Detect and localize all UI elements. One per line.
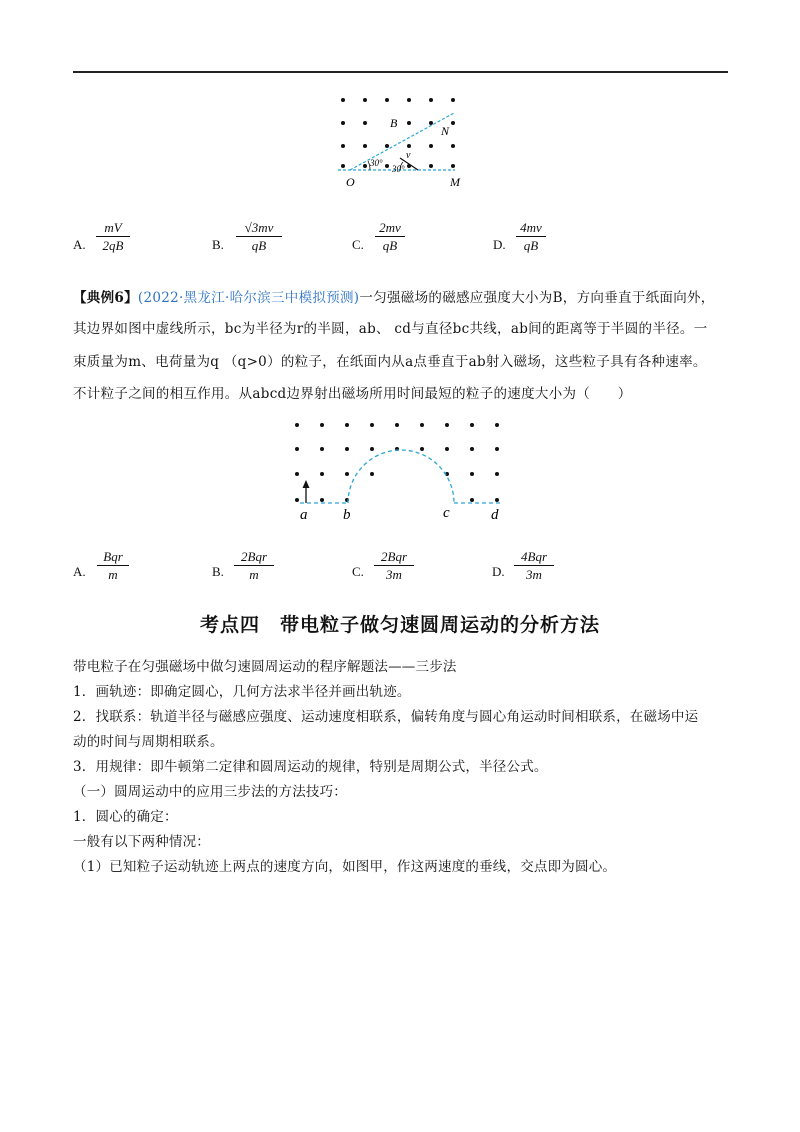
field-dot xyxy=(341,98,345,102)
q1-option-c-formula xyxy=(375,219,405,254)
field-dot xyxy=(320,447,324,451)
field-dot xyxy=(370,472,374,476)
field-dot xyxy=(385,144,389,148)
field-dot xyxy=(495,447,499,451)
field-dot xyxy=(495,423,499,427)
field-dot xyxy=(370,447,374,451)
q2-option-c-formula xyxy=(374,548,414,583)
field-dot xyxy=(451,121,455,125)
field-dot xyxy=(385,98,389,102)
label-b: b xyxy=(343,507,351,523)
field-dot xyxy=(470,447,474,451)
field-dot xyxy=(395,423,399,427)
field-dot xyxy=(341,164,345,168)
numerator: 2Bqr xyxy=(234,548,274,566)
field-dot xyxy=(470,498,474,502)
field-dot xyxy=(451,144,455,148)
numerator: Bqr xyxy=(97,548,129,566)
field-dot xyxy=(295,472,299,476)
example6-line1-text: 一匀强磁场的磁感应强度大小为B，方向垂直于纸面向外， xyxy=(359,290,715,306)
field-dot xyxy=(320,423,324,427)
numerator: mV xyxy=(96,219,130,237)
field-dot xyxy=(320,498,324,502)
figure-field-diagram-2 xyxy=(285,412,520,524)
field-dot xyxy=(363,164,367,168)
example6-line4: 不计粒子之间的相互作用。从abcd边界射出磁场所用时间最短的粒子的速度大小为（ ） xyxy=(73,386,632,402)
field-dot xyxy=(407,121,411,125)
field-dot xyxy=(370,423,374,427)
example6-line1 xyxy=(73,288,715,308)
q1-option-d-formula xyxy=(516,219,546,254)
label-d: d xyxy=(491,507,499,523)
field-dot xyxy=(445,423,449,427)
label-c: c xyxy=(443,505,450,521)
denominator: 3m xyxy=(386,567,402,582)
field-dot xyxy=(429,164,433,168)
denominator: qB xyxy=(523,238,539,253)
label-a: a xyxy=(300,507,308,523)
denominator: m xyxy=(249,567,259,582)
q2-option-a-formula xyxy=(97,548,129,583)
numerator: mv xyxy=(258,220,274,235)
q1-option-a-formula xyxy=(96,219,130,254)
denominator: 3m xyxy=(526,567,542,582)
label-angle-2: 30° xyxy=(392,164,405,174)
example6-line2: 其边界如图中虚线所示，bc为半径为r的半圆，ab、 cd与直径bc共线，ab间的距离等于半圆的半径。一 xyxy=(73,321,708,337)
body-line-9: （1）已知粒子运动轨迹上两点的速度方向，如图甲，作这两速度的垂线，交点即为圆心。 xyxy=(73,859,617,875)
field-dot xyxy=(295,447,299,451)
example6-line3: 束质量为m、电荷量为q （q>0）的粒子，在纸面内从a点垂直于ab射入磁场，这些粒子具有各种速率。 xyxy=(73,354,707,370)
field-dots xyxy=(341,98,455,168)
label-angle-1: 30° xyxy=(370,158,383,168)
field-dot xyxy=(451,164,455,168)
q1-option-b-label: B. xyxy=(212,237,224,252)
field-dot xyxy=(451,98,455,102)
section-title: 考点四 带电粒子做匀速圆周运动的分析方法 xyxy=(199,614,600,636)
denominator: qB xyxy=(382,238,398,253)
body-line-1: 带电粒子在匀强磁场中做匀速圆周运动的程序解题法——三步法 xyxy=(73,659,457,675)
field-dot xyxy=(407,144,411,148)
example-source: (2022·黑龙江·哈尔滨三中模拟预测) xyxy=(137,290,360,306)
example-tag: 【典例6】 xyxy=(73,290,138,306)
field-dot xyxy=(495,498,499,502)
field-dot xyxy=(363,144,367,148)
label-O: O xyxy=(346,175,355,189)
field-dot xyxy=(407,98,411,102)
field-dot xyxy=(341,121,345,125)
field-dot xyxy=(363,98,367,102)
field-dot xyxy=(420,423,424,427)
numerator: 4Bqr xyxy=(514,548,554,566)
body-line-8: 一般有以下两种情况： xyxy=(73,834,210,850)
field-dot xyxy=(385,164,389,168)
field-dot xyxy=(345,472,349,476)
field-dot xyxy=(341,144,345,148)
q1-option-c-label: C. xyxy=(352,237,364,252)
field-dot xyxy=(295,423,299,427)
q2-option-b-formula xyxy=(234,548,274,583)
q2-option-a-label: A. xyxy=(73,564,86,579)
field-dot xyxy=(345,423,349,427)
label-N: N xyxy=(441,124,450,138)
denominator: 2qB xyxy=(102,238,124,253)
label-M: M xyxy=(450,175,460,189)
body-line-7: 1．圆心的确定： xyxy=(73,809,178,825)
denominator: m xyxy=(108,567,118,582)
label-B: B xyxy=(390,116,398,130)
field-dot xyxy=(295,498,299,502)
denominator: qB xyxy=(251,238,267,253)
q2-option-c-label: C. xyxy=(352,564,364,579)
field-dot xyxy=(429,121,433,125)
field-dot xyxy=(429,98,433,102)
body-line-5: 3．用规律：即牛顿第二定律和圆周运动的规律，特别是周期公式，半径公式。 xyxy=(73,759,548,775)
q1-option-b-formula xyxy=(236,219,282,254)
numerator: 4mv xyxy=(516,219,546,237)
numerator: 2mv xyxy=(375,219,405,237)
numerator: 2Bqr xyxy=(374,548,414,566)
figure-field-diagram-1 xyxy=(330,90,470,190)
label-v: v xyxy=(406,150,411,161)
field-dot xyxy=(470,472,474,476)
field-dot xyxy=(495,472,499,476)
field-dots xyxy=(295,423,499,502)
q1-option-a-label: A. xyxy=(73,237,86,252)
q2-option-b-label: B. xyxy=(212,564,224,579)
body-line-6: （一）圆周运动中的应用三步法的方法技巧： xyxy=(73,784,347,800)
field-dot xyxy=(320,472,324,476)
field-dot xyxy=(445,447,449,451)
field-dot xyxy=(345,447,349,451)
field-dot xyxy=(420,447,424,451)
q2-option-d-label: D. xyxy=(492,564,505,579)
q1-option-d-label: D. xyxy=(493,237,506,252)
boundary-semicircle xyxy=(348,450,454,503)
field-dot xyxy=(363,121,367,125)
body-line-4: 动的时间与周期相联系。 xyxy=(73,734,224,750)
field-dot xyxy=(470,423,474,427)
body-line-2: 1．画轨迹：即确定圆心，几何方法求半径并画出轨迹。 xyxy=(73,684,411,700)
body-line-3: 2．找联系：轨道半径与磁感应强度、运动速度相联系，偏转角度与圆心角运动时间相联系，在磁场中运 xyxy=(73,709,699,725)
field-dot xyxy=(429,144,433,148)
sqrt-prefix: √3 xyxy=(244,220,259,235)
q2-option-d-formula xyxy=(514,548,554,583)
header-rule xyxy=(73,71,728,73)
